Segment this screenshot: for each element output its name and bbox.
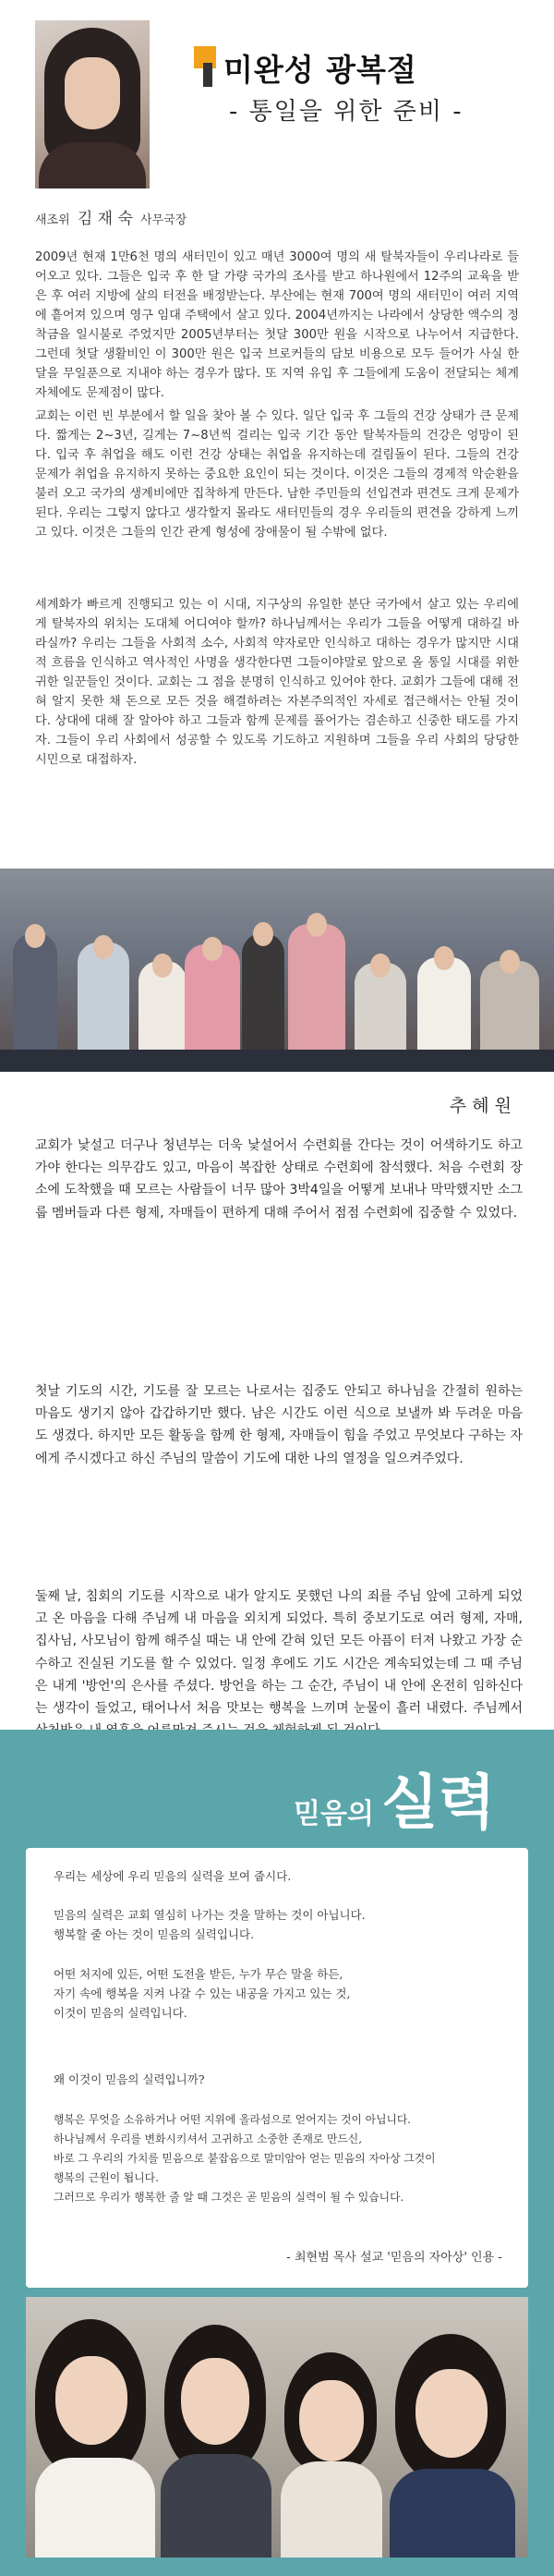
- column-title: 미완성 광복절: [223, 52, 417, 88]
- column-paragraph: 교회는 이런 빈 부분에서 할 일을 찾아 볼 수 있다. 일단 입국 후 그들의 건강 상태가 큰 문제다. 짧게는 2~3년, 길게는 7~8년씩 걸리는 입국 기간 동안 탈북자들의 건강은 엉망이 된다. 입국 후 취업을 해도 이런 건강 상태는 취업을 유지하는데 걸림돌이 된다. 그들의 건강 문제가 취업을 유지하지 못하는 중요한 요인이 되는 것이다. 이것은 그들의 경제적 악순환을 불러 오고 국가의 생계비에만 집착하게 만든다. 남한 주민들의 선입견과 편견도 크게 문제가 된다. 우리는 그렇지 않다고 생각할지 몰라도 새터민들의 경우 우리들의 편견을 강하게 느끼고 있다. 이것은 그들의 인간 관계 형성에 장애물이 될 수밖에 없다.: [35, 409, 519, 540]
- testimony-author: 추 혜 원: [449, 1096, 512, 1116]
- faith-line: 왜 이것이 믿음의 실력입니까?: [54, 2072, 205, 2086]
- author-role: 사무국장: [140, 213, 187, 227]
- faith-title-big: 실력: [380, 1768, 496, 1838]
- testimony-paragraph: 첫날 기도의 시간, 기도를 잘 모르는 나로서는 집중도 안되고 하나님을 간절히 원하는 마음도 생기지 않아 갑갑하기만 했다. 남은 시간도 이런 식으로 보낼까 봐 두려운 마음도 생겼다. 하지만 모든 활동을 함께 한 형제, 자매들이 힘을 주었고 무엇보다 구하는 자에게 주시겠다고 하신 주님의 말씀이 기도에 대한 나의 열정을 일으켜주었다.: [35, 1384, 523, 1466]
- retreat-photo: [0, 869, 554, 1072]
- group-photo: [26, 2297, 528, 2558]
- author-byline: [35, 205, 187, 228]
- author-name: 김 재 숙: [77, 210, 133, 228]
- faith-title-small: 믿음의: [294, 1798, 374, 1830]
- faith-line: 믿음의 실력은 교회 열심히 나가는 것을 말하는 것이 아닙니다. 행복할 줄 아는 것이 믿음의 실력입니다.: [54, 1908, 366, 1941]
- column-paragraph: 세계화가 빠르게 진행되고 있는 이 시대, 지구상의 유일한 분단 국가에서 살고 있는 우리에게 탈북자의 위치는 도대체 어디여야 할까? 하나님께서는 우리가 그들을 어떻게 대하길 바라실까? 우리는 그들을 사회적 소수, 사회적 약자로만 인식하고 대하는 경우가 많지만 시대적 흐름을 인식하고 역사적인 사명을 생각한다면 그들이야말로 앞으로 올 통일 시대를 위한 귀한 일꾼들인 것이다. 교회는 그 점을 분명히 인식하고 있어야 한다. 교회가 그들에 대해 전혀 알지 못한 채 돈으로 모든 것을 해결하려는 자본주의적인 자세로 접근해서는 안될 것이다. 상대에 대해 잘 알아야 하고 그들과 함께 문제를 풀어가는 겸손하고 신중한 태도를 가지자. 그들이 우리 사회에서 성공할 수 있도록 기도하고 지원하며 그들을 우리 사회의 당당한 시민으로 대접하자.: [35, 598, 519, 767]
- faith-line: 행복은 무엇을 소유하거나 어떤 지위에 올라섬으로 얻어지는 것이 아닙니다. 하나님께서 우리를 변화시키셔서 고귀하고 소중한 존재로 만드신, 바로 그 우리의 가치를 믿음으로 붙잡음으로 말미암아 얻는 믿음의 자아상 그것이 행복의 근원이 됩니다. 그러므로 우리가 행복한 줄 알 때 그것은 곧 믿음의 실력이 될 수 있습니다.: [54, 2113, 436, 2204]
- column-paragraph: 2009년 현재 1만6천 명의 새터민이 있고 매년 3000여 명의 새 탈북자들이 우리나라로 들어오고 있다. 그들은 입국 후 한 달 가량 국가의 조사를 받고 하나원에서 12주의 교육을 받은 후 여러 지방에 살의 터전을 배정받는다. 부산에는 현재 700여 명의 새터민이 여러 지역에 흩어져 있으며 영구 임대 주택에서 살고 있다. 2004년까지는 나라에서 상당한 액수의 정착금을 일시불로 주었지만 2005년부터는 첫달 300만 원을 시작으로 나누어서 지급한다. 그런데 첫달 생활비인 이 300만 원은 입국 브로커들의 담보 비용으로 모두 들어가 사실 한 달을 무일푼으로 지내야 하는 경우가 많다. 또 지역 유입 후 그들에게 도움이 전달되는 체계 자체에도 문제점이 많다.: [35, 250, 519, 400]
- faith-line: 어떤 처지에 있든, 어떤 도전을 받든, 누가 무슨 말을 하든, 자기 속에 행복을 지켜 나갈 수 있는 내공을 가지고 있는 것, 이것이 믿음의 실력입니다.: [54, 1967, 351, 2020]
- author-portrait: [35, 20, 150, 188]
- column-logo-icon: [194, 46, 218, 89]
- testimony-paragraph: 둘째 날, 침회의 기도를 시작으로 내가 알지도 못했던 나의 죄를 주님 앞에 고하게 되었고 온 마음을 다해 주님께 내 마음을 외치게 되었다. 특히 중보기도로 여러 형제, 자매, 집사님, 사모님이 함께 해주실 때는 내 안에 갇혀 있던 모든 아픔이 터져 나왔고 가장 순수하고 진실된 기도를 할 수 있었다. 일정 후에도 기도 시간은 계속되었는데 그 때 주님은 내게 '방언'의 은사를 주셨다. 방언을 하는 그 순간, 주님이 내 안에 온전히 임하신다는 생각이 들었고, 태어나서 처음 맛보는 행복을 느끼며 눈물이 흘러 내렸다. 주님께서: [35, 1589, 523, 1717]
- faith-line: 우리는 세상에 우리 믿음의 실력을 보여 줍시다.: [54, 1869, 292, 1883]
- testimony-paragraph: 교회가 낯설고 더구나 청년부는 더욱 낯설어서 수련회를 간다는 것이 어색하기도 하고 가야 한다는 의무감도 있고, 마음이 복잡한 상태로 수련회에 참석했다. 처음 수련회 장소에 도착했을 때 모르는 사람들이 너무 많아 3박4일을 어떻게 보내나 막막했지만 소그룹 멤버들과 다른 형제, 자매들이 편하게 대해 주어서 점점 수련회에 집중할 수 있었다.: [35, 1138, 523, 1221]
- faith-title: [294, 1756, 496, 1841]
- column-subtitle: - 통일을 위한 준비 -: [229, 98, 464, 126]
- sermon-citation: - 최현범 목사 설교 '믿음의 자아상' 인용 -: [286, 2251, 502, 2265]
- author-affiliation: 새조위: [35, 213, 70, 227]
